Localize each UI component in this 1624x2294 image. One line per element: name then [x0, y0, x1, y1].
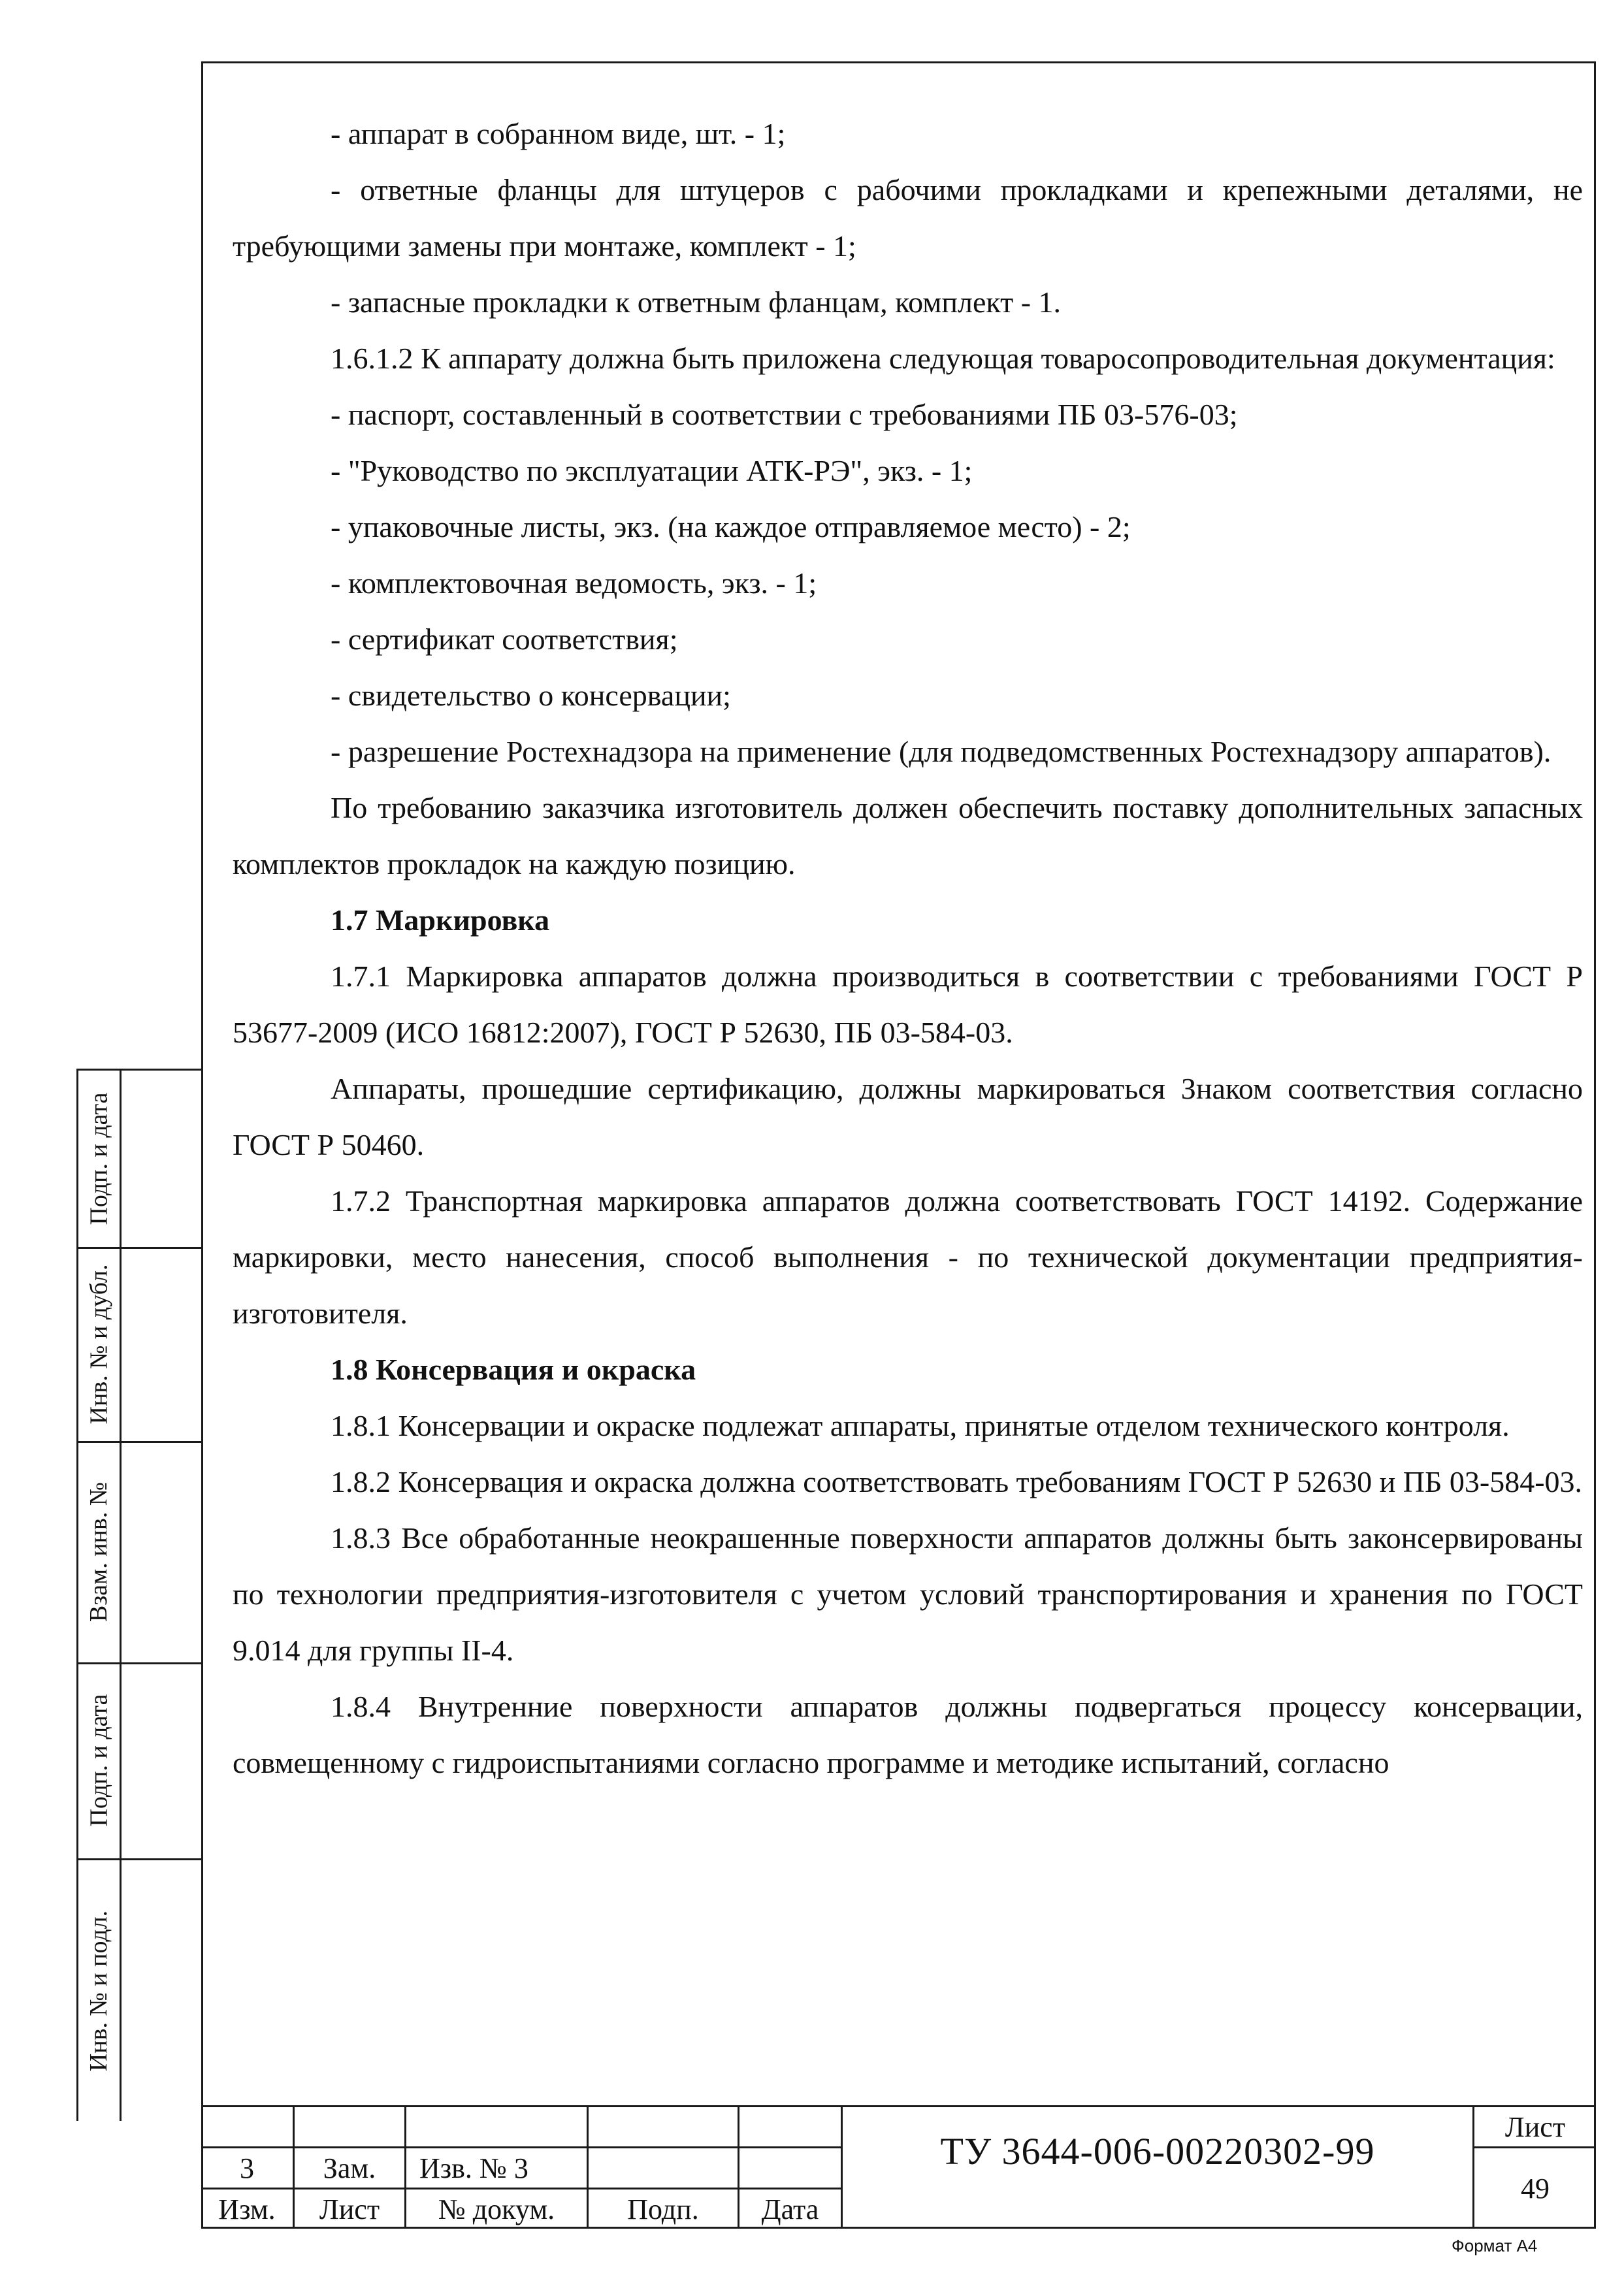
sheet-number: 49 [1521, 2173, 1550, 2205]
paragraph: Аппараты, прошедшие сертификацию, должны маркироваться Знаком соответствия согласно ГОСТ Р 50460. [233, 1072, 1583, 1161]
paragraph: 1.7.1 Маркировка аппаратов должна производиться в соответствии с требованиями ГОСТ Р 53677-2009 (ИСО 16812:2007), ГОСТ Р 52630, ПБ 03-584-03. [233, 960, 1583, 1049]
document-code: ТУ 3644-006-00220302-99 [940, 2129, 1375, 2173]
title-block [201, 2105, 1596, 2229]
column-document-number: № докум. [438, 2193, 555, 2225]
sheet-label: Лист [1504, 2110, 1566, 2143]
paragraph: 1.8.4 Внутренние поверхности аппаратов должны подвергаться процессу консервации, совмещенному с гидроиспытаниями согласно программе и методике испытаний, согласно [233, 1690, 1583, 1779]
paragraph: - комплектовочная ведомость, экз. - 1; [331, 566, 817, 600]
paragraph: - паспорт, составленный в соответствии с требованиями ПБ 03-576-03; [331, 398, 1238, 431]
paragraph: По требованию заказчика изготовитель должен обеспечить поставку дополнительных запасных комплектов прокладок на каждую позицию. [233, 791, 1583, 880]
stamp-inventory-duplicate: Инв. № и дубл. [85, 1264, 113, 1424]
revision-sheet: Зам. [323, 2152, 376, 2184]
column-date: Дата [761, 2193, 819, 2225]
column-list: Лист [319, 2193, 380, 2225]
document-body [233, 106, 1583, 1791]
format-label: Формат А4 [1452, 2236, 1538, 2255]
paragraph: - запасные прокладки к ответным фланцам, комплект - 1. [331, 285, 1062, 319]
paragraph: - разрешение Ростехнадзора на применение (для подведомственных Ростехнадзору аппаратов). [331, 735, 1551, 768]
paragraph: - аппарат в собранном виде, шт. - 1; [331, 117, 786, 150]
paragraph: - ответные фланцы для штуцеров с рабочими прокладками и крепежными деталями, не требующими замены при монтаже, комплект - 1; [233, 173, 1583, 263]
paragraph: 1.6.1.2 К аппарату должна быть приложена следующая товаросопроводительная документация: [331, 342, 1555, 375]
paragraph: - "Руководство по эксплуатации АТК-РЭ", экз. - 1; [331, 454, 973, 487]
paragraph: - упаковочные листы, экз. (на каждое отправляемое место) - 2; [331, 510, 1131, 543]
section-heading: 1.7 Маркировка [331, 903, 550, 937]
paragraph: 1.8.3 Все обработанные неокрашенные поверхности аппаратов должны быть законсервированы по технологии предприятия-изготовителя с учетом условий транспортирования и хранения по ГОСТ 9.014 для группы II-4. [233, 1521, 1583, 1667]
revision-document: Изв. № 3 [419, 2152, 528, 2184]
stamp-replacement-inventory: Взам. инв. № [85, 1481, 113, 1622]
paragraph: - свидетельство о консервации; [331, 679, 731, 712]
stamp-signature-date-2: Подп. и дата [85, 1694, 113, 1827]
paragraph: 1.8.2 Консервация и окраска должна соответствовать требованиям ГОСТ Р 52630 и ПБ 03-584-03. [331, 1465, 1583, 1498]
paragraph: 1.7.2 Транспортная маркировка аппаратов должна соответствовать ГОСТ 14192. Содержание маркировки, место нанесения, способ выполнения - по технической документации предприятия-изготовителя. [233, 1184, 1583, 1330]
revision-number: 3 [240, 2152, 254, 2184]
column-signature: Подп. [627, 2193, 699, 2225]
margin-stamp [76, 1069, 201, 2121]
paragraph: - сертификат соответствия; [331, 622, 678, 656]
stamp-inventory-original: Инв. № и подл. [85, 1910, 113, 2071]
column-izm: Изм. [218, 2193, 276, 2225]
stamp-signature-date-1: Подп. и дата [85, 1092, 113, 1225]
section-heading: 1.8 Консервация и окраска [331, 1353, 696, 1386]
paragraph: 1.8.1 Консервации и окраске подлежат аппараты, принятые отделом технического контроля. [331, 1409, 1510, 1442]
